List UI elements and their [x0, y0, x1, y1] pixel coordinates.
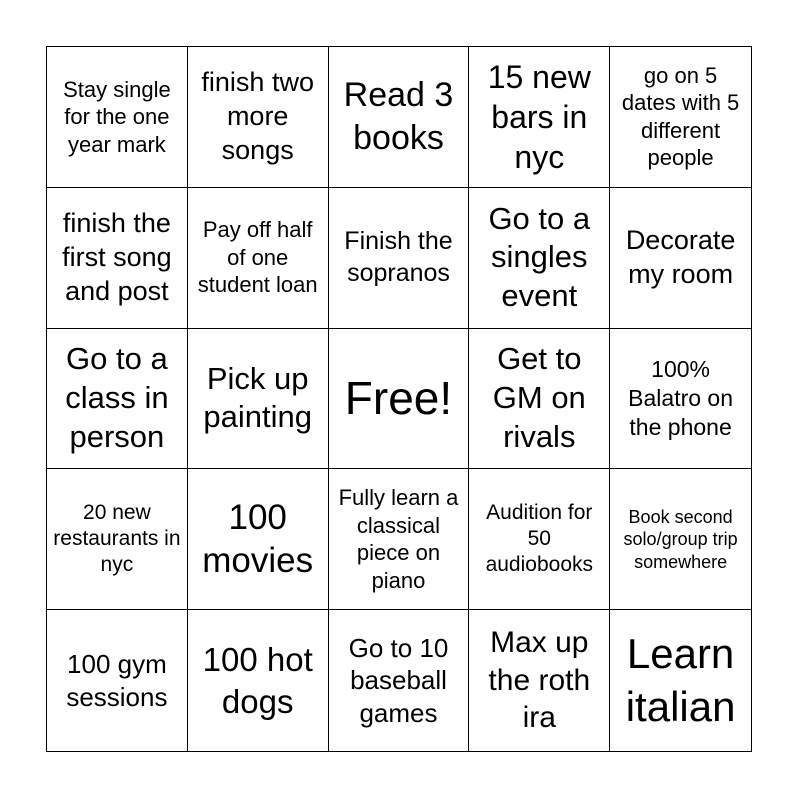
bingo-cell-text: 100% Balatro on the phone: [628, 356, 734, 440]
bingo-cell-text: finish two more songs: [201, 67, 314, 165]
bingo-cell-audition-audiobooks[interactable]: [469, 469, 610, 610]
bingo-cell-text: Pay off half of one student loan: [197, 217, 318, 298]
bingo-cell-5-dates[interactable]: [610, 47, 751, 188]
bingo-cell-learn-italian[interactable]: [610, 610, 751, 751]
bingo-cell-text: Get to GM on rivals: [492, 341, 586, 454]
bingo-cell-15-new-bars[interactable]: [469, 47, 610, 188]
bingo-cell-text: Audition for 50 audiobooks: [485, 500, 593, 577]
bingo-cell-balatro[interactable]: [610, 329, 751, 470]
bingo-cell-text: Finish the sopranos: [344, 227, 453, 287]
bingo-cell-text: Read 3 books: [343, 76, 454, 157]
bingo-cell-learn-piano-piece[interactable]: [329, 469, 470, 610]
bingo-cell-finish-first-song[interactable]: [47, 188, 188, 329]
bingo-cell-text: Fully learn a classical piece on piano: [338, 485, 459, 593]
bingo-cell-gm-on-rivals[interactable]: [469, 329, 610, 470]
bingo-cell-text: 100 hot dogs: [202, 641, 313, 720]
bingo-cell-text: go on 5 dates with 5 different people: [621, 62, 740, 171]
bingo-cell-decorate-room[interactable]: [610, 188, 751, 329]
bingo-cell-finish-sopranos[interactable]: [329, 188, 470, 329]
bingo-cell-text: Go to a singles event: [488, 200, 591, 314]
bingo-cell-pick-up-painting[interactable]: [188, 329, 329, 470]
bingo-cell-20-restaurants[interactable]: [47, 469, 188, 610]
bingo-cell-text: Stay single for the one year mark: [63, 76, 171, 157]
bingo-cell-text: 100 gym sessions: [66, 649, 168, 712]
bingo-cell-text: 15 new bars in nyc: [487, 58, 591, 175]
bingo-cell-stay-single[interactable]: [47, 47, 188, 188]
bingo-cell-text: 100 movies: [202, 497, 314, 581]
bingo-cell-100-gym-sessions[interactable]: [47, 610, 188, 751]
bingo-cell-text: 20 new restaurants in nyc: [53, 500, 181, 577]
bingo-cell-text: Decorate my room: [625, 224, 736, 289]
bingo-cell-text: Free!: [344, 371, 453, 424]
bingo-cell-10-baseball-games[interactable]: [329, 610, 470, 751]
bingo-cell-book-trip[interactable]: [610, 469, 751, 610]
bingo-cell-pay-off-loan[interactable]: [188, 188, 329, 329]
bingo-cell-text: Pick up painting: [203, 360, 312, 435]
bingo-cell-read-3-books[interactable]: [329, 47, 470, 188]
bingo-board: [46, 46, 752, 752]
bingo-cell-text: Go to a class in person: [65, 341, 169, 454]
bingo-cell-finish-two-songs[interactable]: [188, 47, 329, 188]
bingo-cell-text: Learn italian: [625, 630, 736, 730]
bingo-cell-text: Max up the roth ira: [488, 626, 591, 735]
bingo-cell-class-in-person[interactable]: [47, 329, 188, 470]
bingo-cell-max-roth-ira[interactable]: [469, 610, 610, 751]
bingo-cell-100-movies[interactable]: [188, 469, 329, 610]
bingo-cell-text: finish the first song and post: [62, 208, 172, 306]
bingo-cell-text: Go to 10 baseball games: [348, 632, 449, 728]
bingo-cell-singles-event[interactable]: [469, 188, 610, 329]
bingo-cell-free[interactable]: [329, 329, 470, 470]
bingo-cell-text: Book second solo/group trip somewhere: [623, 506, 738, 572]
bingo-cell-100-hot-dogs[interactable]: [188, 610, 329, 751]
